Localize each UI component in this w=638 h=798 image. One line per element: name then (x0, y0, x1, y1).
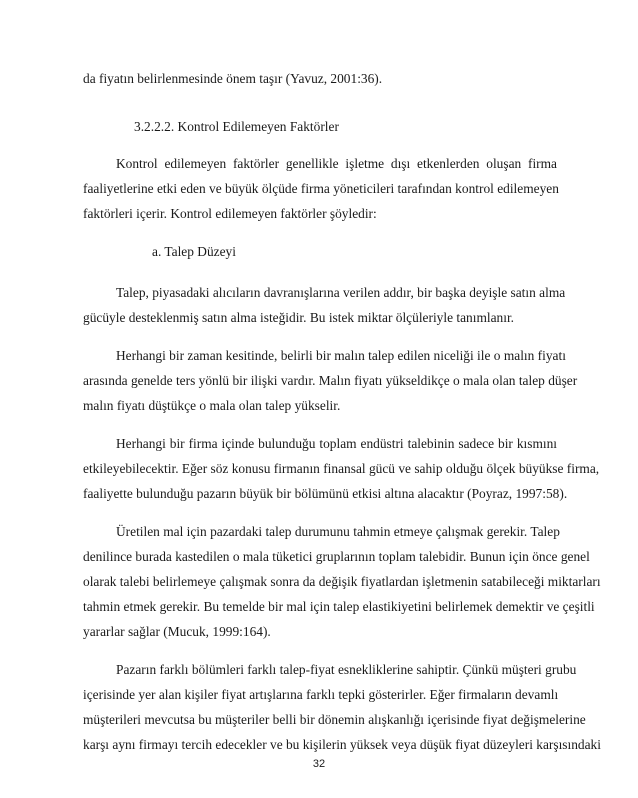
text-line: Üretilen mal için pazardaki talep durumunu tahmin etmeye çalışmak gerekir. Talep (116, 524, 560, 539)
page-number: 32 (312, 758, 326, 770)
text-line: olarak talebi belirlemeye çalışmak sonra da değişik fiyatlardan işletmenin satabileceği miktarları (83, 574, 601, 589)
text-line: malın fiyatı düştükçe o mala olan talep yükselir. (83, 398, 341, 413)
text-line: Pazarın farklı bölümleri farklı talep-fiyat esnekliklerine sahiptir. Çünkü müşteri grubu (116, 662, 577, 677)
text-line: içerisinde yer alan kişiler fiyat artışlarına farklı tepki gösterirler. Eğer firmaların devamlı (83, 687, 559, 702)
text-line: Herhangi bir zaman kesitinde, belirli bir malın talep edilen niceliği ile o malın fiyatı (116, 348, 566, 363)
text-line: etkileyebilecektir. Eğer söz konusu firmanın finansal gücü ve sahip olduğu ölçek büyükse firma, (83, 461, 600, 476)
text-line: Talep, piyasadaki alıcıların davranışlarına verilen addır, bir başka deyişle satın alma (116, 285, 566, 300)
text-line: müşterileri mevcutsa bu müşteriler belli bir dönemin alışkanlığı içerisinde fiyat değişmelerine (83, 712, 586, 727)
text-line: faaliyette bulunduğu pazarın büyük bir bölümünü etkisi altına alacaktır (Poyraz, 1997:58). (83, 486, 568, 501)
text-line: faktörleri içerir. Kontrol edilemeyen faktörler şöyledir: (83, 206, 377, 221)
text-line: Kontrol edilemeyen faktörler genellikle işletme dışı etkenlerden oluşan firma (116, 156, 557, 171)
text-line: karşı aynı firmayı tercih edecekler ve bu kişilerin yüksek veya düşük fiyat düzeyleri karşısındaki (83, 737, 601, 752)
text-line: gücüyle desteklenmiş satın alma isteğidir. Bu istek miktar ölçüleriyle tanımlanır. (83, 310, 515, 325)
text-line: tahmin etmek gerekir. Bu temelde bir mal için talep elastikiyetini belirlemek demektir ve çeşitli (83, 599, 595, 614)
text-line: yararlar sağlar (Mucuk, 1999:164). (83, 624, 271, 639)
text-line: arasında genelde ters yönlü bir ilişki vardır. Malın fiyatı yükseldikçe o mala olan talep düşer (83, 373, 578, 388)
text-line: faaliyetlerine etki eden ve büyük ölçüde firma yöneticileri tarafından kontrol edilemeyen (83, 181, 559, 196)
text-line: da fiyatın belirlenmesinde önem taşır (Yavuz, 2001:36). (83, 71, 383, 86)
text-line: Herhangi bir firma içinde bulunduğu toplam endüstri talebinin sadece bir kısmını (116, 436, 557, 451)
list-heading: a. Talep Düzeyi (152, 244, 236, 259)
text-line: denilince burada kastedilen o mala tüketici gruplarının toplam talebidir. Bunun için önce genel (83, 549, 590, 564)
section-heading: 3.2.2.2. Kontrol Edilemeyen Faktörler (134, 119, 339, 134)
